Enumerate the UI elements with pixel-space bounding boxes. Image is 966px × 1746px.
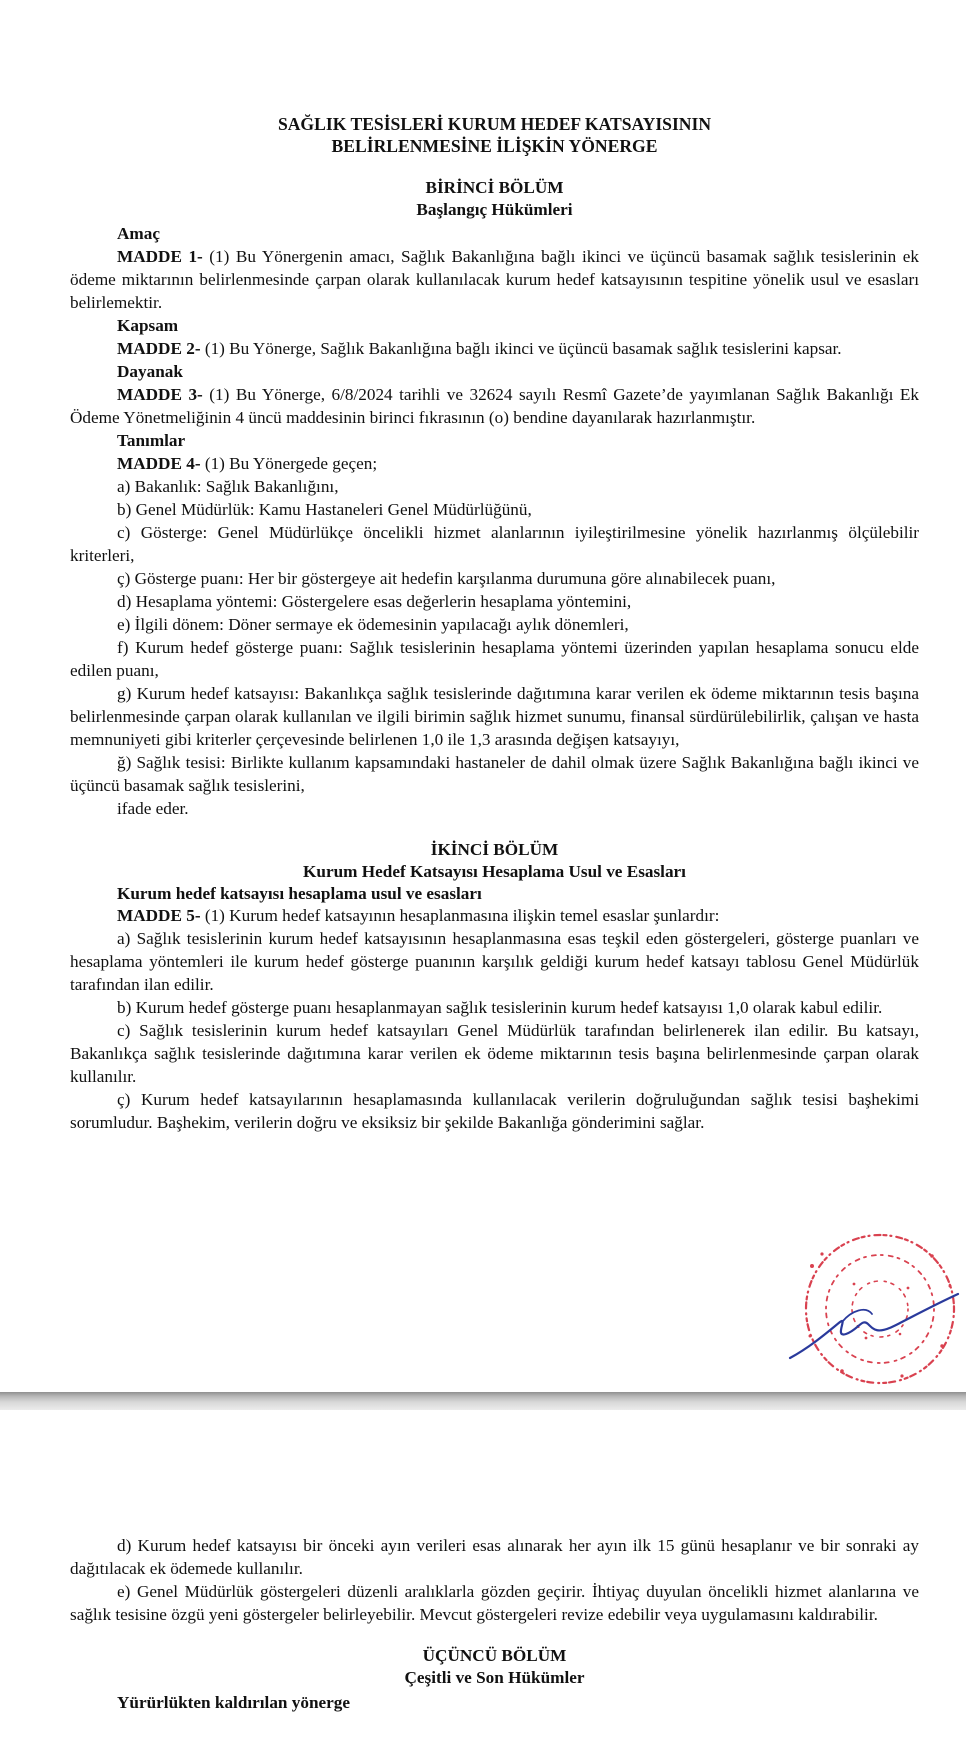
article-1-paragraph — [70, 245, 919, 314]
article-1-heading: Amaç — [117, 224, 160, 243]
article-4-intro-text: (1) Bu Yönergede geçen; — [200, 454, 378, 473]
article-5-item-c-cedilla: ç) Kurum hedef katsayılarının hesaplamasında kullanılacak verilerin doğruluğundan sağlık tesisi başhekimi sorumludur. Başhekim, verilerin doğru ve eksiksiz bir şekilde Bakanlığa gönderimini sağlar. — [70, 1090, 919, 1132]
definition-item-g: g) Kurum hedef katsayısı: Bakanlıkça sağlık tesislerinde dağıtımına karar verilen ek ödeme miktarının tesis başına belirlenmesinde çarpan olarak kullanılan ve ilgili birimin sağlık hizmet sunumu, finansal sürdürülebilirlik, çalışan ve hasta memnuniyeti gibi kriterler çerçevesinde belirlenen 1,0 ile 1,3 arasında değişen katsayıyı, — [70, 684, 919, 749]
article-4-label: MADDE 4- — [117, 454, 201, 473]
section-1-subtitle: Başlangıç Hükümleri — [416, 200, 573, 219]
article-4-intro — [70, 452, 919, 475]
article-5-label: MADDE 5- — [117, 906, 201, 925]
article-2-paragraph — [70, 337, 919, 360]
page-2-content — [70, 1534, 919, 1714]
article-3-paragraph — [70, 383, 919, 429]
article-5-item-d: d) Kurum hedef katsayısı bir önceki ayın verileri esas alınarak her ayın ilk 15 günü hesaplanır ve bir sonraki ay dağıtılacak ek ödemede kullanılır. — [70, 1536, 919, 1578]
article-4-heading: Tanımlar — [117, 431, 186, 450]
article-5-intro — [70, 904, 919, 927]
section-2-title: İKİNCİ BÖLÜM — [430, 840, 559, 859]
article-5-item-c: c) Sağlık tesislerinin kurum hedef katsayıları Genel Müdürlük tarafından belirlenerek ilan edilir. Bu katsayı, Bakanlıkça sağlık tesislerinde dağıtımına karar verilen ek ödeme miktarının tesis başına belirlenmesinde çarpan olarak kullanılır. — [70, 1021, 919, 1086]
definition-item-g-breve: ğ) Sağlık tesisi: Birlikte kullanım kapsamındaki hastaneler de dahil olmak üzere Sağlık Bakanlığına bağlı ikinci ve üçüncü basamak sağlık tesislerini, — [70, 753, 919, 795]
section-2-subtitle: Kurum Hedef Katsayısı Hesaplama Usul ve Esasları — [303, 862, 686, 881]
article-3-text: (1) Bu Yönerge, 6/8/2024 tarihli ve 32624 sayılı Resmî Gazete’de yayımlanan Sağlık Bakanlığı Ek Ödeme Yönetmeliğinin 4 üncü maddesinin birinci fıkrasının (o) bendine dayanılarak hazırlanmıştır. — [70, 385, 919, 427]
definitions-closing: ifade eder. — [117, 799, 189, 818]
document-title-line-2: BELİRLENMESİNE İLİŞKİN YÖNERGE — [331, 136, 658, 156]
article-1-label: MADDE 1- — [117, 247, 203, 266]
definition-item-b: b) Genel Müdürlük: Kamu Hastaneleri Genel Müdürlüğünü, — [117, 500, 532, 519]
section-3-title: ÜÇÜNCÜ BÖLÜM — [422, 1646, 567, 1665]
article-1-text: (1) Bu Yönergenin amacı, Sağlık Bakanlığına bağlı ikinci ve üçüncü basamak sağlık tesislerinin ek ödeme miktarının belirlenmesinde çarpan olarak kullanılacak kurum hedef katsayısının tespitine yönelik usul ve esasları belirlemektir. — [70, 247, 919, 312]
definition-item-f: f) Kurum hedef gösterge puanı: Sağlık tesislerinin hesaplama yöntemi üzerinden yapılan hesaplama sonucu elde edilen puanı, — [70, 638, 919, 680]
section-3-subtitle: Çeşitli ve Son Hükümler — [404, 1668, 585, 1687]
definition-item-c: c) Gösterge: Genel Müdürlükçe öncelikli hizmet alanlarının iyileştirilmesine yönelik hazırlanmış ölçülebilir kriterleri, — [70, 523, 919, 565]
article-5-item-e: e) Genel Müdürlük göstergeleri düzenli aralıklarla gözden geçirir. İhtiyaç duyulan öncelikli hizmet alanlarına ve sağlık tesisine özgü yeni göstergeler belirleyebilir. Mevcut göstergeleri revize edebilir veya uygulamasını kaldırabilir. — [70, 1582, 919, 1624]
page-separator — [0, 1392, 966, 1410]
article-2-heading: Kapsam — [117, 316, 179, 335]
article-2-text: (1) Bu Yönerge, Sağlık Bakanlığına bağlı ikinci ve üçüncü basamak sağlık tesislerini kapsar. — [200, 339, 842, 358]
official-stamp-and-signature — [782, 1226, 966, 1392]
article-3-label: MADDE 3- — [117, 385, 203, 404]
definition-item-c-cedilla: ç) Gösterge puanı: Her bir göstergeye ait hedefin karşılanma durumuna göre alınabilecek puanı, — [117, 569, 776, 588]
definition-item-d: d) Hesaplama yöntemi: Göstergelere esas değerlerin hesaplama yöntemini, — [117, 592, 632, 611]
article-3-heading: Dayanak — [117, 362, 183, 381]
article-5-item-a: a) Sağlık tesislerinin kurum hedef katsayısının hesaplanmasına esas teşkil eden göstergeleri, gösterge puanları ve hesaplama yöntemleri ile kurum hedef gösterge puanının karşılık geldiği kurum hedef katsayı tablosu Genel Müdürlük tarafından ilan edilir. — [70, 929, 919, 994]
article-5-heading: Kurum hedef katsayısı hesaplama usul ve esasları — [117, 884, 482, 903]
article-5-item-b: b) Kurum hedef gösterge puanı hesaplanmayan sağlık tesislerinin kurum hedef katsayısı 1,0 olarak kabul edilir. — [117, 998, 883, 1017]
article-2-label: MADDE 2- — [117, 339, 201, 358]
article-6-heading: Yürürlükten kaldırılan yönerge — [117, 1693, 351, 1712]
article-5-intro-text: (1) Kurum hedef katsayının hesaplanmasına ilişkin temel esaslar şunlardır: — [200, 906, 720, 925]
section-1-title: BİRİNCİ BÖLÜM — [425, 178, 564, 197]
definition-item-a: a) Bakanlık: Sağlık Bakanlığını, — [117, 477, 339, 496]
page-1-content — [70, 113, 919, 1134]
definition-item-e: e) İlgili dönem: Döner sermaye ek ödemesinin yapılacağı aylık dönemleri, — [117, 615, 629, 634]
document-title-line-1: SAĞLIK TESİSLERİ KURUM HEDEF KATSAYISININ — [277, 114, 712, 134]
document-page-2 — [0, 1410, 966, 1746]
